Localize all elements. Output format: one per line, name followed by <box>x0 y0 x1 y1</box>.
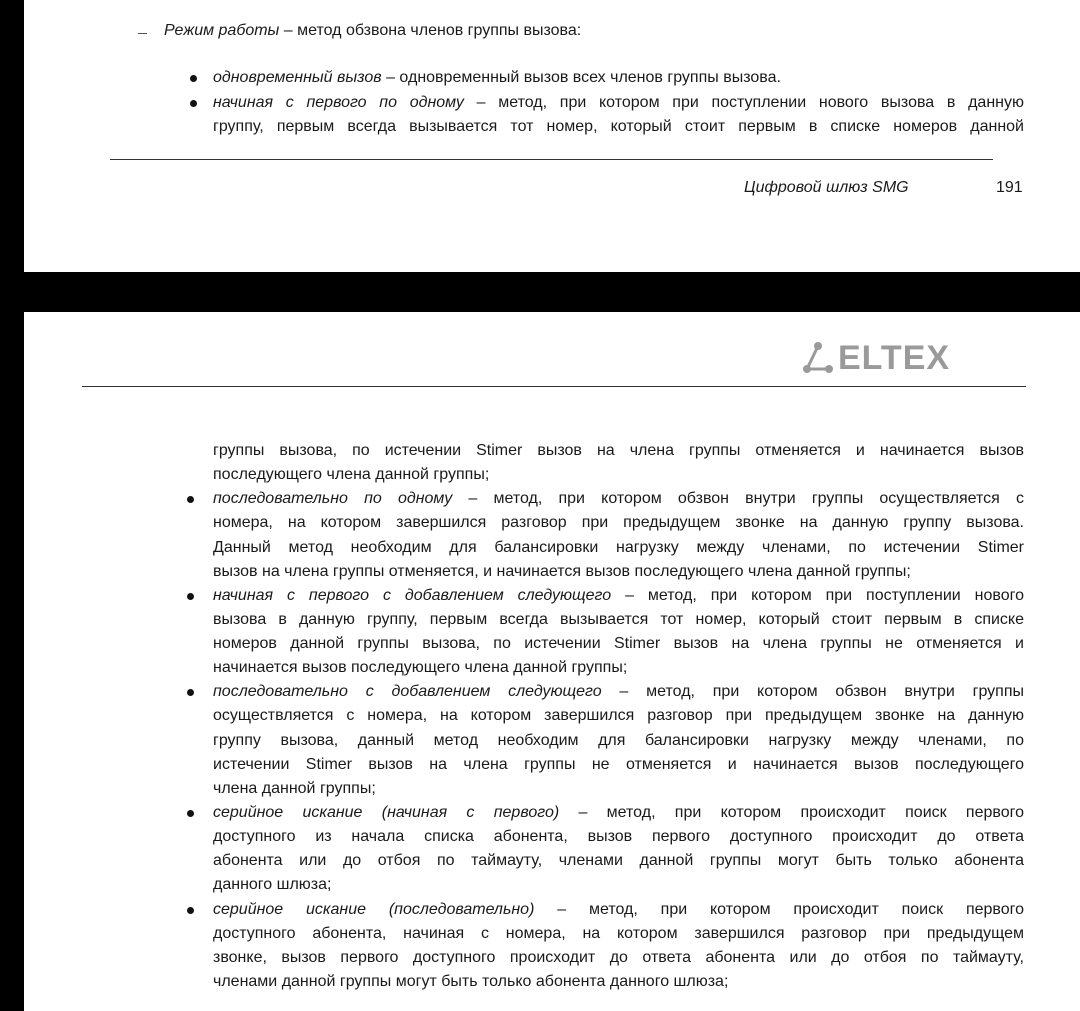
list-item <box>213 682 1024 702</box>
mode-desc: – метод обзвона членов группы вызова: <box>279 22 582 39</box>
list-item <box>213 489 1024 509</box>
bullet-marker <box>187 593 194 600</box>
logo-text: ELTEX <box>838 338 951 377</box>
list-item <box>213 900 1024 920</box>
bullet-text: – метод, при котором происходит поиск первого <box>534 901 1024 918</box>
continuation-line: группы вызова, по истечении Stimer вызов на члена группы отменяется и начинается вызов <box>213 442 1024 459</box>
continuation-line: последующего члена данной группы; <box>213 466 490 483</box>
bullet-text: – метод, при котором происходит поиск первого <box>559 804 1024 821</box>
list-item <box>213 68 781 88</box>
list-item-line: вызова в данную группу, первым всегда вызывается тот номер, который стоит первым в списке <box>213 611 1024 628</box>
list-item <box>213 803 1024 823</box>
list-item-line: Данный метод необходим для балансировки нагрузку между членами, по истечении Stimer <box>213 539 1024 556</box>
list-item-line: членами данной группы могут быть только абонента данного шлюза; <box>213 973 729 990</box>
document-page-top <box>24 0 1080 272</box>
footer-title: Цифровой шлюз SMG <box>744 179 909 196</box>
bullet-marker <box>187 907 194 914</box>
list-item-line: доступного из начала списка абонента, вызов первого доступного происходит до ответа <box>213 828 1024 845</box>
bullet-term: серийное искание (начиная с первого) <box>213 804 560 821</box>
bullet-marker <box>187 496 194 503</box>
bullet-marker <box>190 100 197 107</box>
mode-item <box>164 21 581 41</box>
list-item <box>213 93 1024 113</box>
mode-term: Режим работы <box>164 22 280 39</box>
list-item <box>213 586 1024 606</box>
footer-rule <box>110 159 993 160</box>
bullet-text: – метод, при котором обзвон внутри группы <box>601 683 1024 700</box>
bullet-term: начиная с первого по одному <box>213 94 464 111</box>
dash-marker <box>138 33 147 34</box>
list-item-line: доступного абонента, начиная с номера, на котором завершился разговор при предыдущем <box>213 925 1024 942</box>
bullet-term: последовательно с добавлением следующего <box>213 683 602 700</box>
list-item-line: группу, первым всегда вызывается тот номер, который стоит первым в списке номеров данной <box>213 118 1024 135</box>
bullet-marker <box>187 689 194 696</box>
list-item-line: начинается вызов последующего члена данной группы; <box>213 659 628 676</box>
list-item-line: группу вызова, данный метод необходим для балансировки нагрузку между членами, по <box>213 732 1024 749</box>
bullet-term: последовательно по одному <box>213 490 453 507</box>
eltex-logo-icon <box>802 341 834 375</box>
bullet-text: – метод, при котором при поступлении нового вызова в данную <box>463 94 1024 111</box>
page-number: 191 <box>996 179 1023 196</box>
eltex-logo <box>802 338 950 378</box>
bullet-term: одновременный вызов <box>213 69 382 86</box>
list-item-line: номера, на котором завершился разговор при предыдущем звонке на данную группу вызова. <box>213 514 1024 531</box>
list-item-line: осуществляется с номера, на котором завершился разговор при предыдущем звонке на данную <box>213 707 1024 724</box>
bullet-term: начиная с первого с добавлением следующего <box>213 587 612 604</box>
bullet-term: серийное искание (последовательно) <box>213 901 535 918</box>
list-item-line: номеров данной группы вызова, по истечении Stimer вызов на члена группы не отменяется и <box>213 635 1024 652</box>
list-item-line: звонке, вызов первого доступного происходит до ответа абонента или до отбоя по таймауту, <box>213 949 1024 966</box>
list-item-line: абонента или до отбоя по таймауту, членами данной группы могут быть только абонента <box>213 852 1024 869</box>
bullet-marker <box>187 810 194 817</box>
bullet-text: – метод, при котором обзвон внутри группы осуществляется с <box>452 490 1025 507</box>
bullet-text: – метод, при котором при поступлении нового <box>611 587 1024 604</box>
list-item-line: вызов на члена группы отменяется, и начинается вызов последующего члена данной группы; <box>213 563 911 580</box>
list-item-line: данного шлюза; <box>213 876 332 893</box>
list-item-line: члена данной группы; <box>213 780 376 797</box>
header-rule <box>82 386 1026 387</box>
bullet-text: – одновременный вызов всех членов группы вызова. <box>381 69 781 86</box>
bullet-marker <box>190 75 197 82</box>
document-page-bottom <box>24 312 1080 1011</box>
list-item-line: истечении Stimer вызов на члена группы не отменяется и начинается вызов последующего <box>213 756 1024 773</box>
